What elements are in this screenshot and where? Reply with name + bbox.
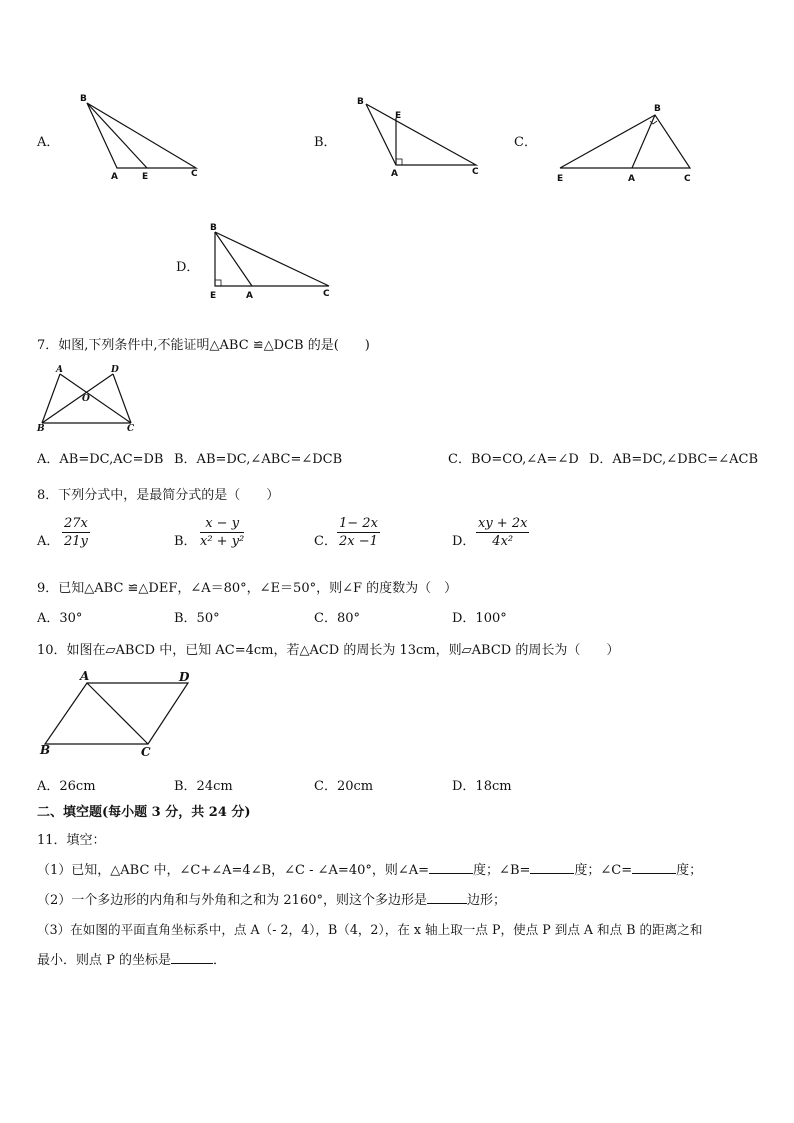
q10-stem: 10．如图在▱ABCD 中，已知 AC=4cm，若△ACD 的周长为 13cm，则▱ABCD 的周长为（ ） bbox=[37, 643, 620, 658]
q11-part2 bbox=[37, 889, 506, 908]
q11-stem: 11．填空： bbox=[37, 833, 106, 848]
q7-point-d: D bbox=[111, 365, 119, 375]
q6d-point-a: A bbox=[246, 291, 253, 301]
q9-option-a: A．30° bbox=[37, 611, 83, 626]
q11-part3-line1: （3）在如图的平面直角坐标系中，点 A（- 2，4），B（4，2），在 x 轴上取一点 P，使点 P 到点 A 和点 B 的距离之和 bbox=[37, 922, 703, 937]
q11-blank-angle-b[interactable] bbox=[530, 861, 574, 874]
q11-part1-text-c: 度；∠C= bbox=[574, 863, 633, 878]
q7-option-c: C．BO=CO,∠A=∠D bbox=[448, 452, 579, 467]
q7-point-o: O bbox=[82, 394, 90, 404]
q7-point-b: B bbox=[37, 424, 45, 434]
q8-option-c-label: C． bbox=[314, 534, 337, 549]
q6-option-d-label: D． bbox=[176, 260, 200, 275]
q8-fraction-b-numerator: x − y bbox=[200, 516, 244, 533]
q8-stem: 8．下列分式中，是最简分式的是（ ） bbox=[37, 488, 280, 503]
q6c-point-b: B bbox=[654, 104, 661, 114]
q6c-point-c: C bbox=[684, 174, 691, 184]
q8-fraction-d-numerator: xy + 2x bbox=[478, 516, 528, 531]
q10-option-a: A．26cm bbox=[37, 779, 96, 794]
q8-option-d-label: D． bbox=[452, 534, 476, 549]
q6d-point-e: E bbox=[210, 291, 217, 301]
q11-part3-text-b: ． bbox=[213, 953, 227, 968]
q8-fraction-c-numerator: 1− 2x bbox=[339, 516, 378, 531]
q10-point-c: C bbox=[141, 745, 151, 759]
q6b-point-a: A bbox=[391, 169, 398, 179]
q7-option-b: B．AB=DC,∠ABC=∠DCB bbox=[174, 452, 343, 467]
q6a-point-e: E bbox=[142, 172, 149, 182]
q6a-point-c: C bbox=[191, 169, 198, 179]
q7-option-a: A．AB=DC,AC=DB bbox=[37, 452, 164, 467]
q6-option-a-label: A． bbox=[37, 135, 60, 150]
q10-point-d: D bbox=[179, 670, 190, 684]
q6a-point-b: B bbox=[80, 94, 87, 104]
q6b-point-e: E bbox=[395, 111, 402, 121]
q6c-point-e: E bbox=[557, 174, 564, 184]
q9-stem: 9．已知△ABC ≌△DEF，∠A＝80°，∠E＝50°，则∠F 的度数为（ ） bbox=[37, 581, 458, 596]
q11-part3-text-a: 最小．则点 P 的坐标是 bbox=[37, 953, 172, 968]
q7-option-d: D．AB=DC,∠DBC=∠ACB bbox=[589, 452, 759, 467]
q11-blank-angle-c[interactable] bbox=[632, 861, 676, 874]
q8-fraction-a-numerator: 27x bbox=[64, 516, 88, 531]
q9-option-b: B．50° bbox=[174, 611, 220, 626]
q6d-point-c: C bbox=[323, 289, 330, 299]
q8-fraction-a-denominator: 21y bbox=[63, 534, 88, 549]
q6b-point-c: C bbox=[472, 167, 479, 177]
q11-blank-angle-a[interactable] bbox=[429, 861, 473, 874]
q10-point-a: A bbox=[80, 669, 90, 683]
q10-option-d: D．18cm bbox=[452, 779, 512, 794]
q8-fraction-d-denominator: 4x² bbox=[492, 534, 514, 549]
q11-part1 bbox=[37, 859, 702, 878]
q11-part1-text-b: 度；∠B= bbox=[473, 863, 531, 878]
q11-part1-text-d: 度； bbox=[676, 863, 703, 878]
q8-fraction-b-denominator: x² + y² bbox=[200, 534, 245, 549]
q11-blank-point-p[interactable] bbox=[171, 951, 213, 964]
q6-option-b-label: B． bbox=[314, 135, 337, 150]
section-heading: 二、填空题(每小题 3 分，共 24 分) bbox=[37, 805, 251, 820]
q8-fraction-c-denominator: 2x −1 bbox=[339, 534, 378, 549]
q11-part1-text-a: （1）已知，△ABC 中，∠C+∠A=4∠B，∠C - ∠A=40°，则∠A= bbox=[37, 863, 430, 878]
q6c-point-a: A bbox=[628, 174, 635, 184]
q6a-point-a: A bbox=[111, 172, 118, 182]
q7-point-a: A bbox=[56, 365, 63, 375]
q10-point-b: B bbox=[40, 743, 51, 757]
q8-option-a-label: A． bbox=[37, 534, 60, 549]
q8-option-b-label: B． bbox=[174, 534, 197, 549]
q9-option-d: D．100° bbox=[452, 611, 507, 626]
q6d-point-b: B bbox=[210, 223, 217, 233]
q6-option-c-label: C． bbox=[514, 135, 537, 150]
q11-part2-text-b: 边形； bbox=[467, 893, 507, 908]
q6b-point-b: B bbox=[357, 97, 364, 107]
q10-option-b: B．24cm bbox=[174, 779, 233, 794]
q10-option-c: C．20cm bbox=[314, 779, 374, 794]
q7-stem: 7．如图,下列条件中,不能证明△ABC ≌△DCB 的是( ) bbox=[37, 338, 370, 353]
q11-blank-polygon[interactable] bbox=[427, 891, 467, 904]
q7-point-c: C bbox=[127, 424, 135, 434]
q9-option-c: C．80° bbox=[314, 611, 360, 626]
q11-part2-text-a: （2）一个多边形的内角和与外角和之和为 2160°，则这个多边形是 bbox=[37, 893, 427, 908]
q11-part3-line2 bbox=[37, 949, 226, 968]
